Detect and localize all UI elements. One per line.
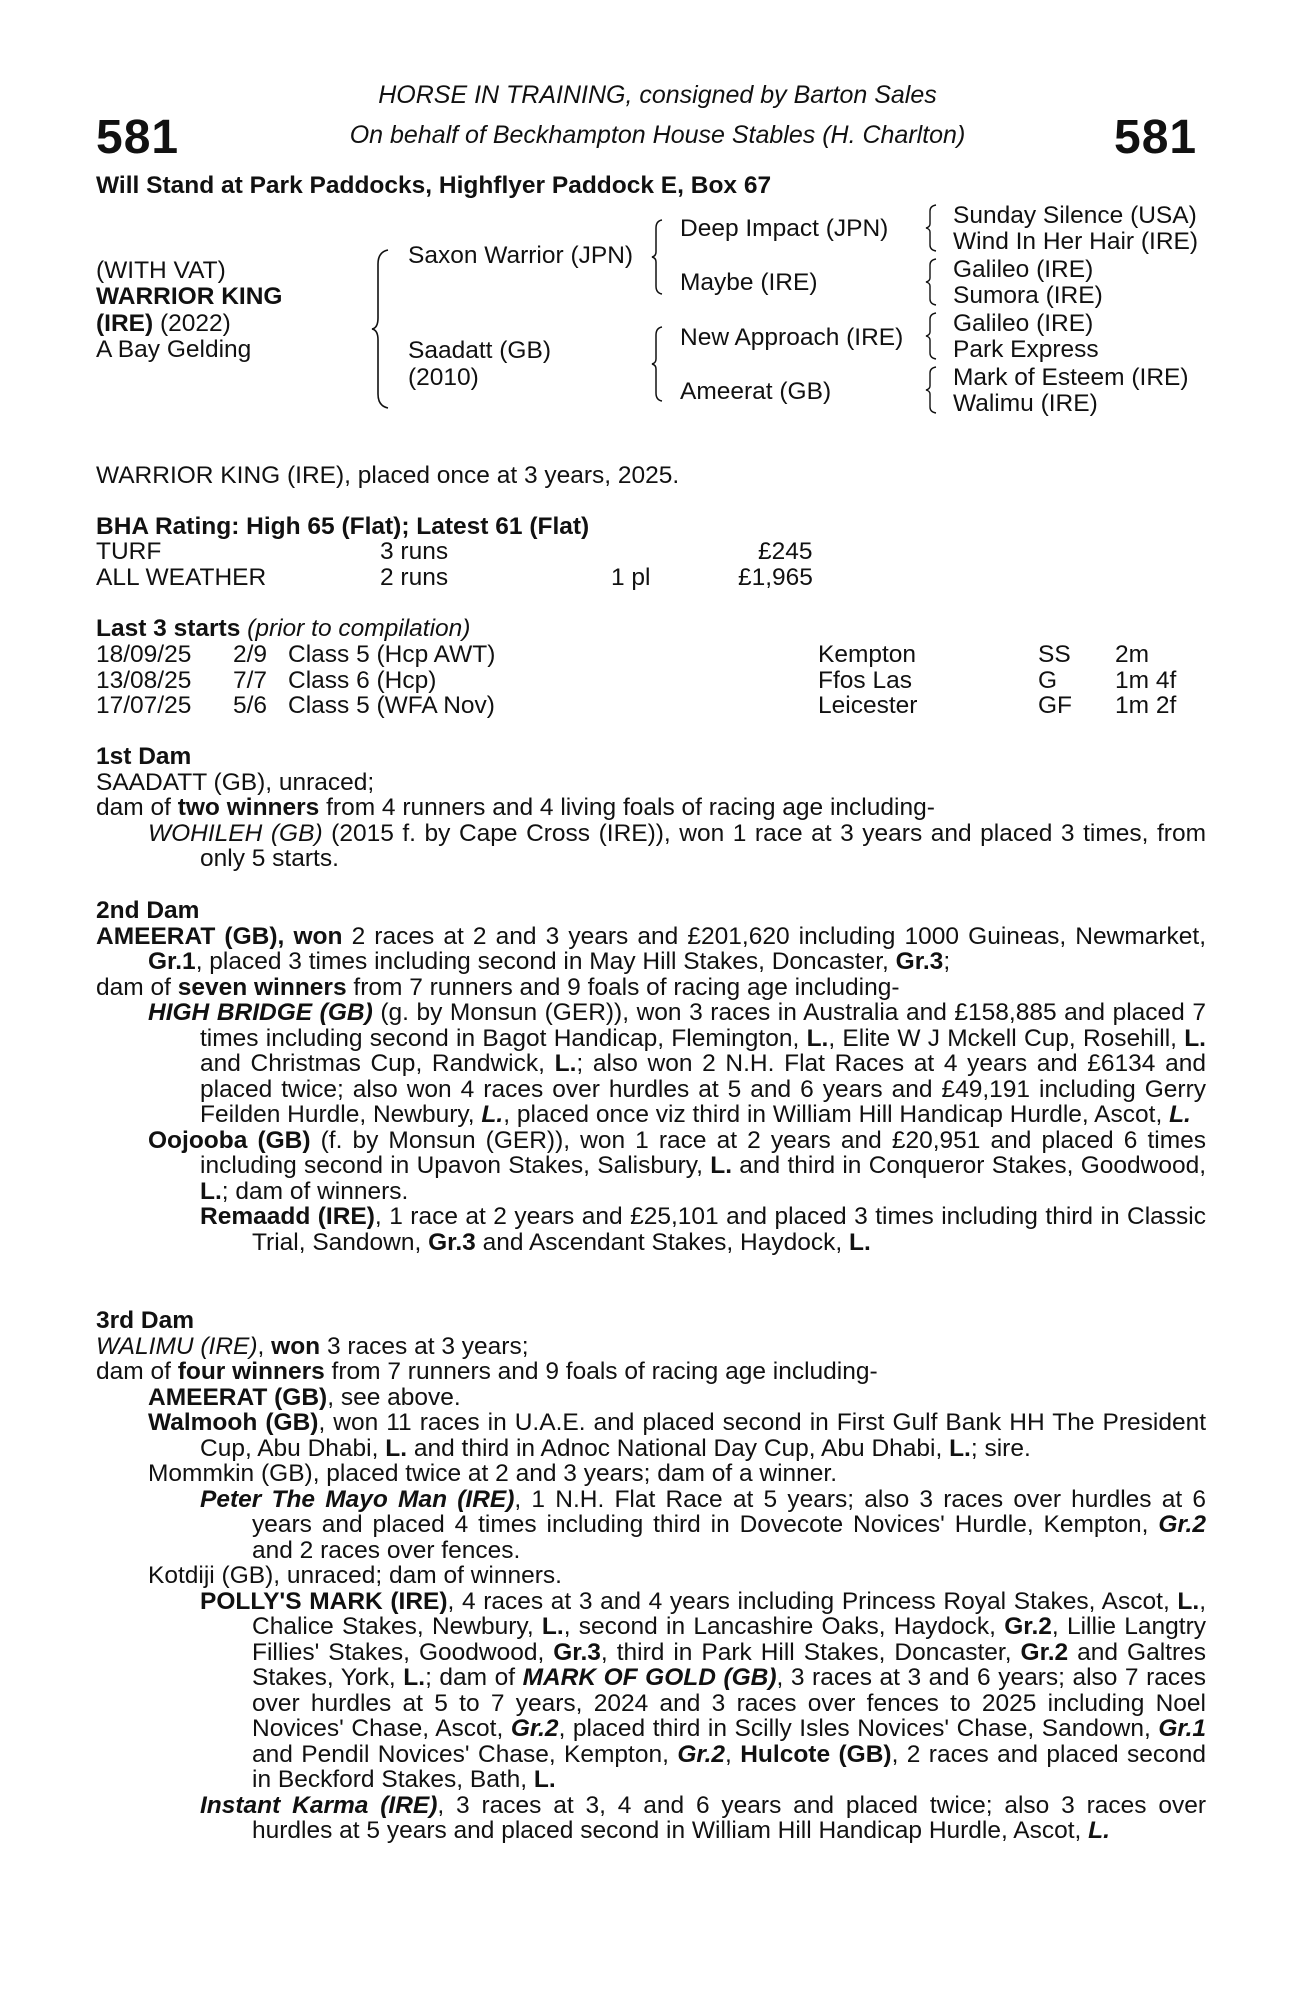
first-dam-section <box>96 744 1206 872</box>
start-going: GF <box>1038 692 1073 719</box>
start-date: 18/09/25 <box>96 641 192 668</box>
racing-summary: WARRIOR KING (IRE), placed once at 3 years, 2025. <box>96 462 680 489</box>
pedigree-brace-g3 <box>924 311 938 361</box>
prize: £1,965 <box>738 564 813 591</box>
start-position: 7/7 <box>233 667 268 694</box>
start-class: Class 5 (Hcp AWT) <box>288 641 496 668</box>
second-dam-line: AMEERAT (GB), won 2 races at 2 and 3 years and £201,620 including 1000 Guineas, Newmarket, Gr.1, placed 3 times including second in May Hill Stakes, Doncaster, Gr.3; <box>96 922 1207 975</box>
bha-rating: BHA Rating: High 65 (Flat); Latest 61 (Flat) <box>96 513 590 540</box>
gg-sire-3: Galileo (IRE) <box>953 310 1094 337</box>
third-dam-produce-line: dam of four winners from 7 runners and 9 foals of racing age including- <box>96 1358 878 1385</box>
horse-name: WARRIOR KING <box>96 283 283 310</box>
start-row <box>96 668 1196 694</box>
lot-number-left: 581 <box>96 111 180 164</box>
first-dam-produce-line: dam of two winners from 4 runners and 4 living foals of racing age including- <box>96 794 935 821</box>
sire-dam: Maybe (IRE) <box>680 269 818 296</box>
start-distance: 2m <box>1115 641 1150 668</box>
produce-wohileh: WOHILEH (GB) (2015 f. by Cape Cross (IRE)), won 1 race at 3 years and placed 3 times, from only 5 starts. <box>148 819 1206 872</box>
first-dam-line: SAADATT (GB), unraced; <box>96 768 375 796</box>
third-dam-line: WALIMU (IRE), won 3 races at 3 years; <box>96 1332 529 1360</box>
gg-sire-2: Galileo (IRE) <box>953 256 1094 283</box>
start-going: G <box>1038 667 1058 694</box>
placed: 1 pl <box>611 564 651 591</box>
surface: ALL WEATHER <box>96 564 267 591</box>
start-position: 2/9 <box>233 641 268 668</box>
third-dam-heading: 3rd Dam <box>96 1307 195 1334</box>
sire-sire: Deep Impact (JPN) <box>680 215 889 242</box>
produce-oojooba: Oojooba (GB) (f. by Monsun (GER)), won 1 race at 2 years and £20,951 and placed 6 times including second in Upavon Stakes, Salisbury, L. and third in Conqueror Stakes, Goodwood, L.; dam of winners. <box>148 1126 1207 1205</box>
pedigree-brace-main <box>370 248 390 410</box>
produce-mommkin: Mommkin (GB), placed twice at 2 and 3 years; dam of a winner. <box>148 1460 838 1487</box>
surface: TURF <box>96 538 162 565</box>
sire: Saxon Warrior (JPN) <box>408 242 634 269</box>
lot-number-right: 581 <box>1114 111 1198 164</box>
gg-dam-2: Sumora (IRE) <box>953 282 1103 309</box>
first-dam-heading: 1st Dam <box>96 743 192 770</box>
produce-pollys-mark: POLLY'S MARK (IRE), 4 races at 3 and 4 years including Princess Royal Stakes, Ascot, L., Chalice Stakes, Newbury, L., second in Lancashire Oaks, Haydock, Gr.2, Lillie Langtry Fillies' Stakes, Goodwood, Gr.3, third in Park Hill Stakes, Doncaster, Gr.2 and Galtres Stakes, York, L.; dam of MARK OF GOLD (GB), 3 races at 3 and 6 years; also 7 races over hurdles at 5 to 7 years, 2024 and 3 races over fences to 2025 including Noel Novices' Chase, Ascot, Gr.2, placed third in Scilly Isles Novices' Chase, Sandown, Gr.1 and Pendil Novices' Chase, Kempton, Gr.2, Hulcote (GB), 2 races and placed second in Beckford Stakes, Bath, L. <box>200 1587 1207 1793</box>
pedigree-brace-sire <box>650 218 664 296</box>
runs-row-aw <box>96 565 1196 591</box>
runs-row-turf <box>96 539 1196 565</box>
horse-origin-year: (IRE) (2022) <box>96 310 231 337</box>
pedigree-brace-g4 <box>924 365 938 415</box>
produce-high-bridge: HIGH BRIDGE (GB) (g. by Monsun (GER)), won 3 races in Australia and £158,885 and placed 7 times including second in Bagot Handicap, Flemington, L., Elite W J Mckell Cup, Rosehill, L. and Christmas Cup, Randwick, L.; also won 2 N.H. Flat Races at 4 years and £6134 and placed twice; also won 4 races over hurdles at 5 and 6 years and £49,191 including Gerry Feilden Hurdle, Newbury, L., placed once viz third in William Hill Handicap Hurdle, Ascot, L. <box>148 999 1206 1128</box>
produce-instant-karma: Instant Karma (IRE), 3 races at 3, 4 and 6 years and placed twice; also 3 races over hurdles at 5 years and placed second in William Hill Handicap Hurdle, Ascot, L. <box>200 1791 1206 1844</box>
pedigree-brace-g2 <box>924 257 938 307</box>
dam-dam: Ameerat (GB) <box>680 378 832 405</box>
start-class: Class 6 (Hcp) <box>288 667 437 694</box>
start-course: Ffos Las <box>818 667 912 694</box>
start-distance: 1m 2f <box>1115 692 1177 719</box>
gg-dam-1: Wind In Her Hair (IRE) <box>953 228 1199 255</box>
start-position: 5/6 <box>233 692 268 719</box>
third-dam-section <box>96 1308 1206 1844</box>
start-row <box>96 693 1196 719</box>
dam-sire: New Approach (IRE) <box>680 324 904 351</box>
start-row <box>96 642 1196 668</box>
second-dam-section <box>96 898 1206 1255</box>
start-course: Kempton <box>818 641 917 668</box>
start-date: 13/08/25 <box>96 667 192 694</box>
last-starts-title: Last 3 starts (prior to compilation) <box>96 615 471 642</box>
pedigree-brace-dam <box>650 325 664 403</box>
start-distance: 1m 4f <box>1115 667 1177 694</box>
start-going: SS <box>1038 641 1071 668</box>
start-course: Leicester <box>818 692 918 719</box>
horse-description: A Bay Gelding <box>96 336 252 363</box>
dam: Saadatt (GB) <box>408 337 551 364</box>
vat-label: (WITH VAT) <box>96 257 226 284</box>
runs: 2 runs <box>380 564 449 591</box>
prize: £245 <box>758 538 813 565</box>
produce-remaadd: Remaadd (IRE), 1 race at 2 years and £25,101 and placed 3 times including third in Classic Trial, Sandown, Gr.3 and Ascendant Stakes, Haydock, L. <box>200 1203 1206 1256</box>
pedigree-brace-g1 <box>924 203 938 253</box>
produce-peter-the-mayo-man: Peter The Mayo Man (IRE), 1 N.H. Flat Race at 5 years; also 3 races over hurdles at 6 years and placed 4 times including third in Dovecote Novices' Hurdle, Kempton, Gr.2 and 2 races over fences. <box>200 1485 1206 1564</box>
dam-year: (2010) <box>408 364 479 391</box>
start-date: 17/07/25 <box>96 692 192 719</box>
runs: 3 runs <box>380 538 449 565</box>
second-dam-heading: 2nd Dam <box>96 897 200 924</box>
consignor-line: On behalf of Beckhampton House Stables (H. Charlton) <box>349 121 966 149</box>
stand-location: Will Stand at Park Paddocks, Highflyer Paddock E, Box 67 <box>96 172 772 199</box>
produce-ameerat: AMEERAT (GB), see above. <box>148 1383 461 1411</box>
produce-kotdiji: Kotdiji (GB), unraced; dam of winners. <box>148 1562 562 1589</box>
sale-title: HORSE IN TRAINING, consigned by Barton Sales <box>378 81 937 109</box>
produce-walmooh: Walmooh (GB), won 11 races in U.A.E. and placed second in First Gulf Bank HH The President Cup, Abu Dhabi, L. and third in Adnoc National Day Cup, Abu Dhabi, L.; sire. <box>148 1409 1207 1462</box>
second-dam-produce-line: dam of seven winners from 7 runners and 9 foals of racing age including- <box>96 973 900 1001</box>
gg-dam-3: Park Express <box>953 336 1099 363</box>
gg-sire-4: Mark of Esteem (IRE) <box>953 364 1189 391</box>
start-class: Class 5 (WFA Nov) <box>288 692 495 719</box>
gg-dam-4: Walimu (IRE) <box>953 390 1098 417</box>
gg-sire-1: Sunday Silence (USA) <box>953 202 1197 229</box>
